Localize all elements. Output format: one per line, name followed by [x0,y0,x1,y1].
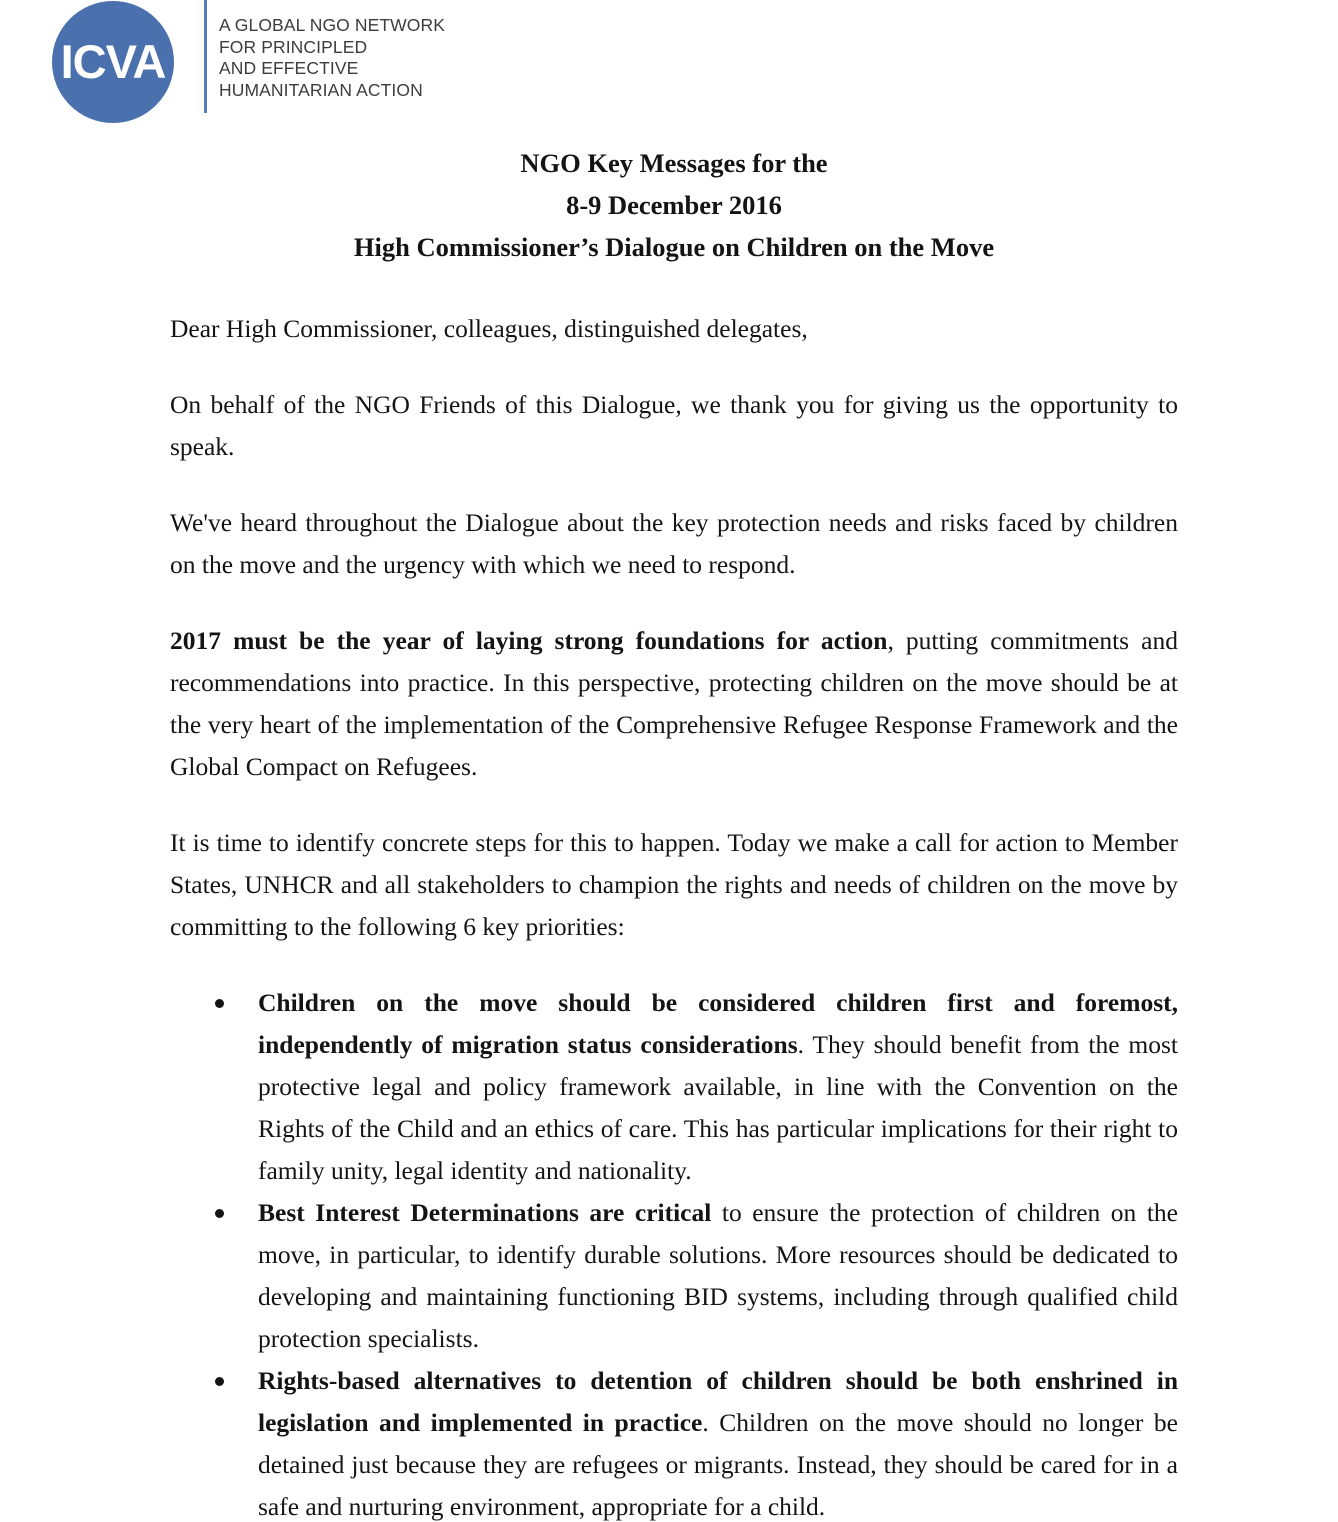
priority-item-bold-lead: Best Interest Determinations are critical [258,1198,712,1227]
logo-tagline-line: AND EFFECTIVE [219,58,359,78]
document-title [170,142,1178,268]
logo-tagline [219,15,445,101]
document-title-line-3: High Commissioner’s Dialogue on Children on the Move [353,232,995,262]
priority-item-children-first [258,982,1178,1192]
priority-item-text: . Children on the move should no longer be detained just because they are refugees or migrants. Instead, they should be cared for in a safe and nurturing environment, appropriate for a child. [258,1408,1178,1521]
document-content [170,142,1178,1522]
priority-item-bold-lead: Rights-based alternatives to detention of children should be both enshrined in legislation and implemented in practice [258,1366,1178,1437]
paragraph-2017-bold-lead: 2017 must be the year of laying strong foundations for action [170,626,888,655]
icva-logo-icon [52,1,174,123]
logo-tagline-line: A GLOBAL NGO NETWORK [219,15,445,35]
priority-item-best-interest [258,1192,1178,1360]
logo-tagline-line: FOR PRINCIPLED [219,36,368,57]
paragraph-call-to-action: It is time to identify concrete steps for this to happen. Today we make a call for action to Member States, UNHCR and all stakeholders to champion the rights and needs of children on the move by committing to the following 6 key priorities: [170,828,1178,941]
key-priorities-list [170,982,1178,1522]
document-title-line-1: NGO Key Messages for the [520,148,828,178]
paragraph-heard: We've heard throughout the Dialogue about the key protection needs and risks faced by children on the move and the urgency with which we need to respond. [170,508,1178,579]
icva-logo-acronym: ICVA [60,34,166,88]
priority-item-bold-lead: Children on the move should be considered children first and foremost, independently of migration status considerations [258,988,1178,1059]
document-title-line-2: 8-9 December 2016 [566,190,782,220]
paragraph-thanks: On behalf of the NGO Friends of this Dialogue, we thank you for giving us the opportunity to speak. [170,390,1178,461]
logo-tagline-line: HUMANITARIAN ACTION [219,79,423,100]
priority-item-text: to ensure the protection of children on the move, in particular, to identify durable solutions. More resources should be dedicated to developing and maintaining functioning BID systems, including through qualified child protection specialists. [258,1198,1178,1353]
paragraph-greeting: Dear High Commissioner, colleagues, distinguished delegates, [170,314,808,343]
priority-item-text: . They should benefit from the most protective legal and policy framework available, in line with the Convention on the Rights of the Child and an ethics of care. This has particular implications for their right to family unity, legal identity and nationality. [258,1030,1178,1185]
paragraph-2017-rest: , putting commitments and recommendations into practice. In this perspective, protecting children on the move should be at the very heart of the implementation of the Comprehensive Refugee Response Framework and the Global Compact on Refugees. [170,626,1178,781]
priority-item-alternatives-to-detention [258,1360,1178,1522]
logo-divider [204,0,207,113]
paragraph-2017 [170,620,1178,788]
